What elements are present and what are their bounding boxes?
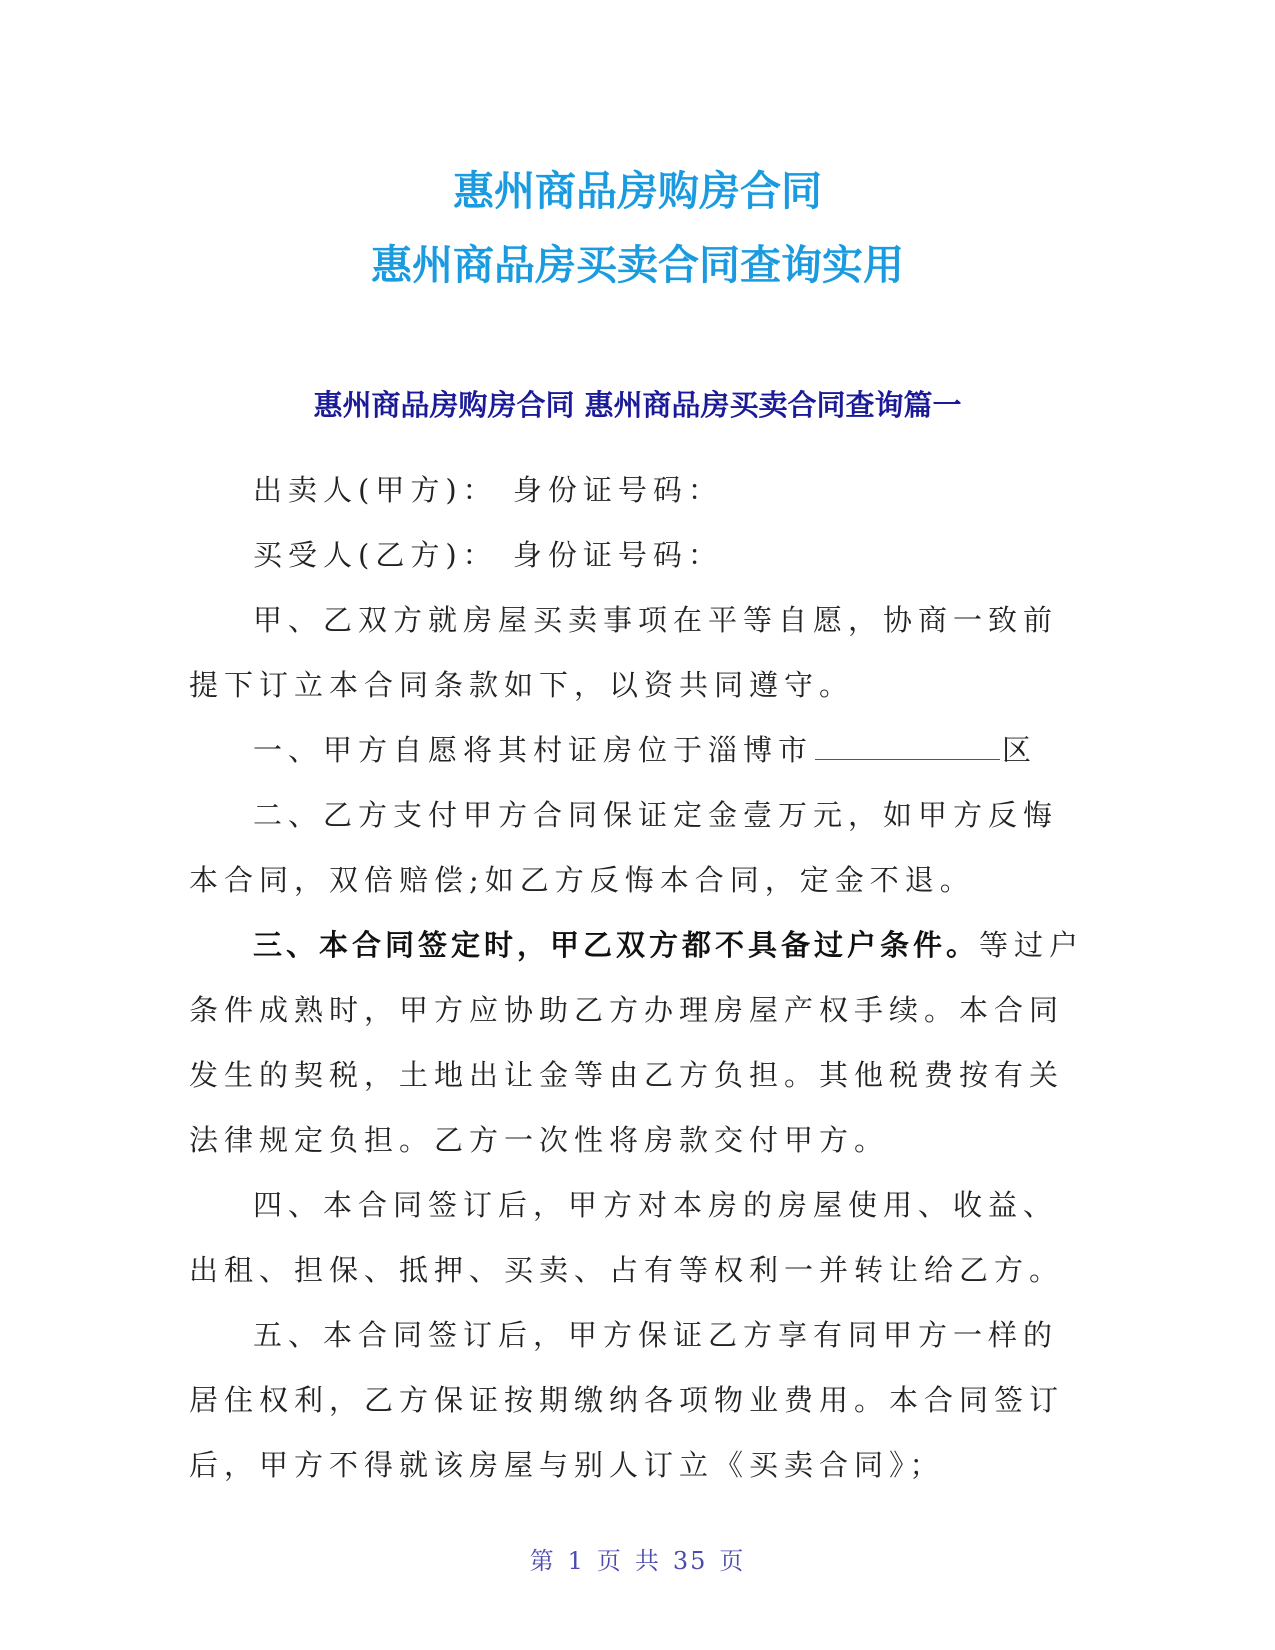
footer-current-page: 1 bbox=[567, 1547, 585, 1575]
clause-5: 五、本合同签订后，甲方保证乙方享有同甲方一样的居住权利，乙方保证按期缴纳各项物业费用。本合同签订后，甲方不得就该房屋与别人订立《买卖合同》； bbox=[189, 1318, 1065, 1482]
district-blank bbox=[815, 729, 1000, 760]
document-title-line-2: 惠州商品房买卖合同查询实用 bbox=[371, 241, 904, 289]
document-title-line-1: 惠州商品房购房合同 bbox=[453, 167, 822, 215]
document-body bbox=[189, 458, 1087, 1498]
clause-1 bbox=[189, 718, 1087, 783]
footer-total-pages: 35 bbox=[672, 1547, 708, 1575]
footer-page-word: 页 bbox=[596, 1547, 623, 1575]
clause-3-rest: 等过户条件成熟时，甲方应协助乙方办理房屋产权手续。本合同发生的契税，土地出让金等由乙方负担。其他税费按有关法律规定负担。乙方一次性将房款交付甲方。 bbox=[189, 928, 1085, 1157]
clause-4: 四、本合同签订后，甲方对本房的房屋使用、收益、出租、担保、抵押、买卖、占有等权利一并转让给乙方。 bbox=[189, 1188, 1065, 1287]
page-footer bbox=[0, 1546, 1275, 1576]
clause-3-bold: 三、本合同签定时，甲乙双方都不具备过户条件。 bbox=[253, 928, 980, 962]
buyer-line: 买受人(乙方)： 身份证号码： bbox=[253, 538, 723, 572]
clause-2: 二、乙方支付甲方合同保证定金壹万元，如甲方反悔本合同，双倍赔偿;如乙方反悔本合同，定金不退。 bbox=[189, 798, 1059, 897]
clause-1-suffix: 区 bbox=[1002, 733, 1038, 767]
clause-3 bbox=[189, 913, 1087, 1173]
footer-total-word: 共 bbox=[634, 1547, 661, 1575]
seller-line: 出卖人(甲方)： 身份证号码： bbox=[253, 473, 723, 507]
intro-paragraph: 甲、乙双方就房屋买卖事项在平等自愿，协商一致前提下订立本合同条款如下，以资共同遵守。 bbox=[189, 603, 1059, 702]
section-heading: 惠州商品房购房合同 惠州商品房买卖合同查询篇一 bbox=[313, 388, 962, 422]
clause-1-text: 一、甲方自愿将其村证房位于淄博市 bbox=[253, 733, 814, 767]
footer-suffix: 页 bbox=[719, 1547, 746, 1575]
footer-prefix: 第 bbox=[529, 1547, 556, 1575]
